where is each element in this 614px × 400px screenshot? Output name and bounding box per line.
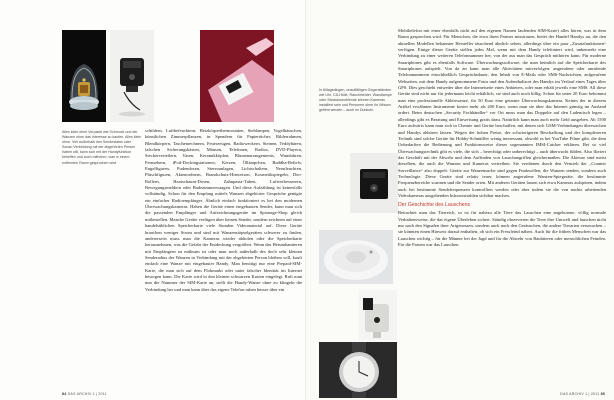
photo-camera-box — [350, 153, 398, 213]
left-magazine-name: DAS ARCHIV 1 | 2011 — [67, 392, 107, 396]
photo-sim-box — [200, 30, 274, 122]
left-caption: Alles klein ohne Verpackt wie Schmuck und der Wanzen ohne das Interesse zu kaufen. Alles klein ohne. Viel außerhalb des Sendestatus oder Sonan Verbindung mit der abgehörten Person haben will, kann sich mit der Handyfunktion behelfen und auch mithören, was in einem entfernten Raum gesprochen wird. — [62, 130, 142, 165]
right-paragraph-top: Mobiltelefon mit einer ebenfalls nicht auf den eigenen Namen laufenden SIM-Karte) alles hören, was in dem Raum gesprochen wird. Für Menschen, die etwa ihren Partner misstrauen, bietet der Handel Handys an, die den aktuellen Modellen bekannter Hersteller täuschend ähnlich sehen, allerdings über ein paar „Zusatzfunktionen“ verfügen. Einige dieser Geräte stellen jedes Mal, wenn mit dem Handy telefoniert wird, unbemerkt eine Verbindung zu einer weiteren Telefonnummer her, von der aus man das Gespräch mithören kann. Für moderne Smartphones gibt es ebenfalls Software. Überwachungssoftware, die man heimlich auf die Speicherkarte des Smartphones aufspielt. Von da an kann man alle Aktivitäten mitverfolgen: angerufene oder anrufende Telefonnummern einschließlich Gesprächsdauer, den Inhalt von E-Mails oder SMS-Nachrichten, aufgerufene Webseiten, mit dem Handy aufgenommene Fotos und den Aufenthaltsort des Handys im Verlauf eines Tages über GPS. Dies geschieht entweder über die Internetseite eines Anbieters, oder man erhält jeweils eine SMS. All diese Geräte sind nicht nur für jedermann leicht erhältlich, sie sind auch noch billig. Schon für unter 20 Euro bekommt man eine professionelle Abhörwanze, für 50 Euro eine getarnte Überwachungskamera. Keines der in diesem Artikel erwähnten Instrumente kostet mehr als 200 Euro, wenn man sie über das Internet günstig im Ausland ordert. Beim deutschen „Security Fachhändler“ vor Ort muss man das Doppelte auf den Ladentisch legen – allerdings gibt es Beratung und Einweisung gratis dazu. Natürlich kann man auch mehr Geld ausgeben. Ab 1500 Euro aufwärts kann man sich in Chemie und Geräte beschaffen, mit denen sich GSM-Verbindungen überwachen und Handys abhören lassen. Wegen der hohen Preise, der schwierigeren Beschaffung und der komplexeren Technik sind solche Geräte für Hobby-Schnüffler wenig interessant, obwohl es bei YouTube Filme gibt, die dem Unbedarften die Bedienung und Funktionsweise dieser sogenannten IMSI-Catcher erklären. Bei so viel Überwachungstechnik gibt es viele, die sich – berechtigt oder unberechtigt – auch überwacht fühlen. Also floriert das Geschäft mit der Abwehr und dem Auffinden von Lauschangriffen gleichermaßen. Die Akteure sind meist dieselben, die auch die Wanzen und Kameras vertreiben. Sie verdienen durch den Vertrieb der „Counter Surveillance“ also doppelt. Geräte zur Wanzensuche sind gegen Funkwellen, die Wanzen senden, sondern auch Technologie. Diese Geräte sind relativ teuer, können angerufene Wanzen-Spiegeräte, die bestimmte Frequenzbereiche scannen und die Sender orten. Mit anderen Geräten lassen sich etwa Kameras aufspüren, indem auch bei bestimmte Sendefrequenzen kontrolliert werden oder aber indem sie die von nachts arbeitenden Videokameras ausgehenden Infrarotstrahlen sichtbar machen. — [398, 28, 606, 198]
watch-image — [319, 342, 397, 398]
photo-plug-camera — [359, 290, 397, 340]
right-paragraph-bottom: Betrachtet man das Tierreich, so ist für nahezu alle Tiere das Lauschen eine angeborene, völlig normale Verhaltensweise, die das eigene Überleben sichert. Ständig observieren die Tiere ihre Umwelt und lauschen nicht nur nach den Signalen ihrer Artgenossen, sondern auch nach den Geräuschen, die andere Tierarten verursachen – sie könnten einen Hinweis darauf enthalten, ob sich ein Fressfeind nähert. Auch für die frühen Menschen war das Lauschen wichtig – für die Männer bei der Jagd und für die Abwehr von Raubtieren oder menschlichen Feinden. Für die Frauen war das Lauschen — [398, 210, 606, 247]
right-magazine-name: DAS ARCHIV 1 | 2011 — [560, 392, 600, 396]
photo-smoke-detector — [319, 230, 393, 284]
left-page-number: 84 — [62, 392, 67, 396]
box-bug-image — [110, 30, 154, 122]
right-page — [307, 0, 614, 400]
right-text-column — [398, 28, 606, 248]
right-caption: In Alltagsdingen, unauffälligen Gegenständen wie Uhr, CD-Hülle, Rauchmelder, Wandlampe oder Steckdosenblende können Kameras installiert sein und Personen ohne ihr Wissen gefilmt werden – auch im Dunkeln. — [319, 88, 392, 113]
right-folio — [560, 392, 605, 396]
section-heading: Der Geschichte des Lauschens — [398, 202, 471, 209]
smoke-detector-image — [319, 230, 393, 284]
right-page-number: 85 — [600, 392, 605, 396]
camera-box-image — [350, 153, 398, 213]
photo-watch — [319, 342, 397, 398]
left-folio — [62, 392, 107, 396]
sim-box-image — [200, 30, 274, 122]
plug-camera-image — [359, 290, 397, 340]
photo-box-bug — [110, 30, 154, 122]
left-text-column — [145, 128, 302, 293]
left-paragraph: schildern, Luftbefeuchtern, Heizkörperthermostaten, Stehlampen, Vogelhäuschen, künstlichen Zimmerpflanzen, in Spendern für Papiertücher, Bilderrahmen, Blendkörpern, Taschenrechnern, Feuerzeugen, Radioweckern, Steinen, Teddybären, falschen Sicherungskästen, Mäusen, Telefonen, Radios, DVD-Playern, Steckerverteilern, Vasen, Keramikköpfen, Blumenarrangements, Wanduhren, Fernsehern, iPod-Dockingstationen, Kerzen, Öllämpchen, Buddha-Reliefs, Engelfiguren, Pudendosen, Stereoanlagen, Lichtschaltern, Neonleuchten, Plüschfiguren, Aktenordnern, Brandschutz-Hinweisen, Kosmetikspiegeln, Deo-Rollern, Haarschaum-Dosen, Zahnpasta-Tuben, Luftverbesserern, Bewegungsmeldern oder Badezimmerwaagen. Und diese Aufzählung ist keinesfalls vollständig. Schon für den Empfang mittels Wanzen abgehörter Gespräche genügte ein einfacher Radioempfänger. Ähnlich einfach funktioniert es bei den modernen Überwachungskameras. Haben die Geräte einen eingebauten Sender, kann man sich die passenden Empfänger und Aufzeichnungsgeräte im Spionage-Shop gleich mitbestellen. Manche Geräte verfügen über keinen Sender, sondern zeichnen auf einer handelsüblichen Speicherkarte viele Stunden Videomaterial auf. Diese Geräte brauchen weniger Strom und sind mit Wanzenstöpselgeräten schwerer zu finden, andererseits muss man die Kameras wieder abholen oder die Speicherkarte herausnehmen, was die Gefahr der Entdeckung vergrößert. Wenn das Herumhantieren mit Empfängern zu mühsam ist oder man noch außerhalb des doch sehr kleinen Senderadius der Wanzen in Verbindung mit der abgehörten Person bleiben will, kauft einfach eine Wanze mit eingebauter Handy. Man benötigt nur eine Prepaid-SIM-Karte, die man sich auf dem Flohmarkt oder unter falscher Identität im Internet besorgen kann. Die Karte wird in den kleinen schwarzen Kasten eingelegt. Ruft man nun die Nummer der SIM-Karte an, stellt die Handy-Wanze ohne zu klingeln die Verbindung her und man kann über das eigene Telefon ruhen besser über ein — [145, 128, 302, 292]
photo-jewelry-bug — [62, 30, 106, 122]
jewelry-bug-image — [62, 30, 106, 122]
